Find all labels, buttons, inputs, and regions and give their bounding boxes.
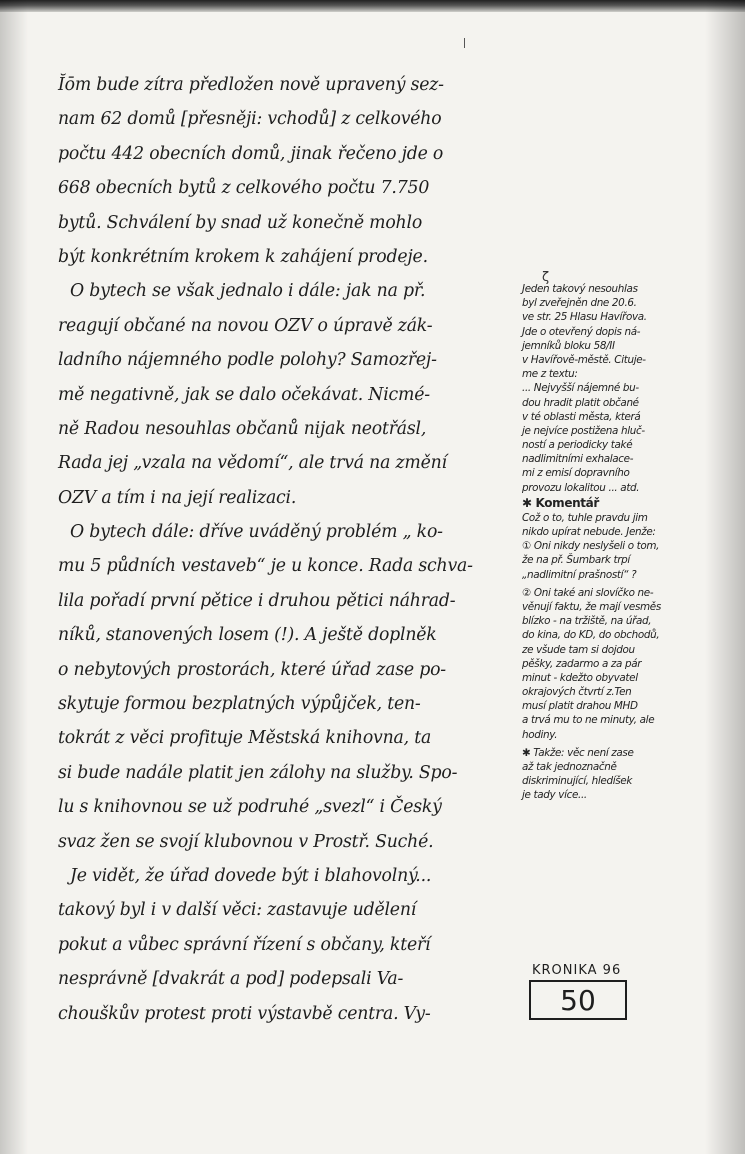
note-line: ② Oni také ani slovíčko ne- bbox=[522, 586, 654, 599]
note-line: v té oblasti města, která bbox=[522, 410, 641, 423]
note-line: Což o to, tuhle pravdu jim bbox=[522, 511, 648, 524]
note-line: je nejvíce postižena hluč- bbox=[522, 424, 645, 437]
chronicle-label: KRONIKA 96 bbox=[532, 963, 622, 978]
note-line: byl zveřejněn dne 20.6. bbox=[522, 297, 637, 310]
text-line: Je vidět, že úřad dovede být i blahovolný... bbox=[70, 865, 432, 886]
page-top-edge bbox=[0, 0, 745, 12]
note-line: Jde o otevřený dopis ná- bbox=[522, 325, 641, 338]
note-line: a trvá mu to ne minuty, ale bbox=[522, 714, 655, 727]
text-line: Rada jej „vzala na vědomí“, ale trvá na změní bbox=[58, 453, 447, 474]
note-line: ze všude tam si dojdou bbox=[522, 643, 635, 656]
text-line: O bytech se však jednalo i dále: jak na př. bbox=[70, 281, 426, 302]
note-line: nadlimitními exhalace- bbox=[522, 453, 634, 466]
note-line: „nadlimitní prašností“ ? bbox=[522, 568, 637, 581]
text-line: bytů. Schválení by snad už konečně mohlo bbox=[58, 212, 423, 233]
note-line: je tady více... bbox=[522, 789, 587, 802]
note-line: mi z emisí dopravního bbox=[522, 467, 630, 480]
text-line: nam 62 domů [přesněji: vchodů] z celkového bbox=[58, 109, 442, 130]
text-line: svaz žen se svojí klubovnou v Prostř. Suché. bbox=[58, 831, 434, 852]
note-line: dou hradit platit občané bbox=[522, 396, 639, 409]
text-line: níků, stanovených losem (!). A ještě doplněk bbox=[58, 625, 437, 646]
note-line: okrajových čtvrtí z.Ten bbox=[522, 686, 632, 699]
pencil-mark bbox=[464, 38, 465, 48]
note-line: že na př. Šumbark trpí bbox=[522, 554, 630, 567]
text-line: nesprávně [dvakrát a pod] podepsali Va- bbox=[58, 969, 404, 990]
text-line: reagují občané na novou OZV o úpravě zák- bbox=[58, 315, 433, 336]
note-line: diskriminující, hledíšek bbox=[522, 775, 633, 788]
note-line: ① Oni nikdy neslyšeli o tom, bbox=[522, 540, 660, 553]
note-line: do kina, do KD, do obchodů, bbox=[522, 629, 660, 642]
text-line: OZV a tím i na její realizaci. bbox=[58, 487, 297, 508]
text-line: chouškův protest proti výstavbě centra. Vy- bbox=[58, 1003, 431, 1024]
text-line: Ĭōm bude zítra předložen nově upravený sez- bbox=[58, 75, 444, 95]
note-line: hodiny. bbox=[522, 728, 558, 741]
binding-shadow bbox=[0, 0, 28, 1154]
note-line: Jeden takový nesouhlas bbox=[522, 283, 638, 295]
text-line: O bytech dále: dříve uváděný problém „ ko- bbox=[70, 522, 443, 543]
text-line: ně Radou nesouhlas občanů nijak neotřásl, bbox=[58, 418, 427, 439]
text-line: být konkrétním krokem k zahájení prodeje. bbox=[58, 246, 428, 267]
text-line: lila pořadí první pětice i druhou pětici náhrad- bbox=[58, 590, 456, 611]
text-line: počtu 442 obecních domů, jinak řečeno jde o bbox=[58, 143, 444, 164]
note-line: až tak jednoznačně bbox=[522, 761, 617, 773]
note-line: ností a periodicky také bbox=[522, 439, 633, 452]
text-line: pokut a vůbec správní řízení s občany, kteří bbox=[58, 934, 431, 955]
text-line: 668 obecních bytů z celkového počtu 7.750 bbox=[58, 178, 430, 199]
text-line: mu 5 půdních vestaveb“ je u konce. Rada schva- bbox=[58, 556, 473, 577]
note-line: ve str. 25 Hlasu Havířova. bbox=[522, 311, 647, 324]
page-number: 50 bbox=[560, 983, 596, 1017]
text-line: lu s knihovnou se už podruhé „svezl“ i Český bbox=[58, 797, 442, 818]
note-line: ... Nejvyšší nájemné bu- bbox=[522, 382, 639, 395]
comment-heading: ✱ Komentář bbox=[522, 495, 600, 510]
note-line: v Havířově-městě. Cituje- bbox=[522, 353, 646, 366]
text-line: tokrát z věci profituje Městská knihovna, ta bbox=[58, 728, 432, 749]
note-line: me z textu: bbox=[522, 368, 578, 381]
note-line: pěšky, zadarmo a za pár bbox=[522, 657, 642, 670]
text-line: si bude nadále platit jen zálohy na služby. Spo- bbox=[58, 762, 458, 783]
text-line: ladního nájemného podle polohy? Samozřej- bbox=[58, 350, 437, 371]
text-line: o nebytových prostorách, které úřad zase po- bbox=[58, 659, 446, 680]
page-number-box bbox=[529, 980, 627, 1020]
note-line: minut - kdežto obyvatel bbox=[522, 671, 638, 684]
text-line: skytuje formou bezplatných výpůjček, ten- bbox=[58, 694, 421, 715]
note-line: nikdo upírat nebude. Jenže: bbox=[522, 526, 656, 538]
margin-mark: ζ bbox=[542, 270, 550, 285]
note-line: blízko - na tržiště, na úřad, bbox=[522, 615, 652, 628]
note-line: provozu lokalitou ... atd. bbox=[522, 481, 640, 494]
text-line: mě negativně, jak se dalo očekávat. Nicmé- bbox=[58, 384, 430, 405]
note-line: jemníků bloku 58/II bbox=[522, 339, 615, 352]
main-handwritten-text bbox=[58, 68, 518, 1031]
margin-notes bbox=[522, 282, 727, 803]
note-line: ✱ Takže: věc není zase bbox=[522, 746, 634, 759]
text-line: takový byl i v další věci: zastavuje udělení bbox=[58, 900, 417, 921]
note-line: věnují faktu, že mají vesměs bbox=[522, 600, 661, 613]
note-line: musí platit drahou MHD bbox=[522, 700, 638, 713]
